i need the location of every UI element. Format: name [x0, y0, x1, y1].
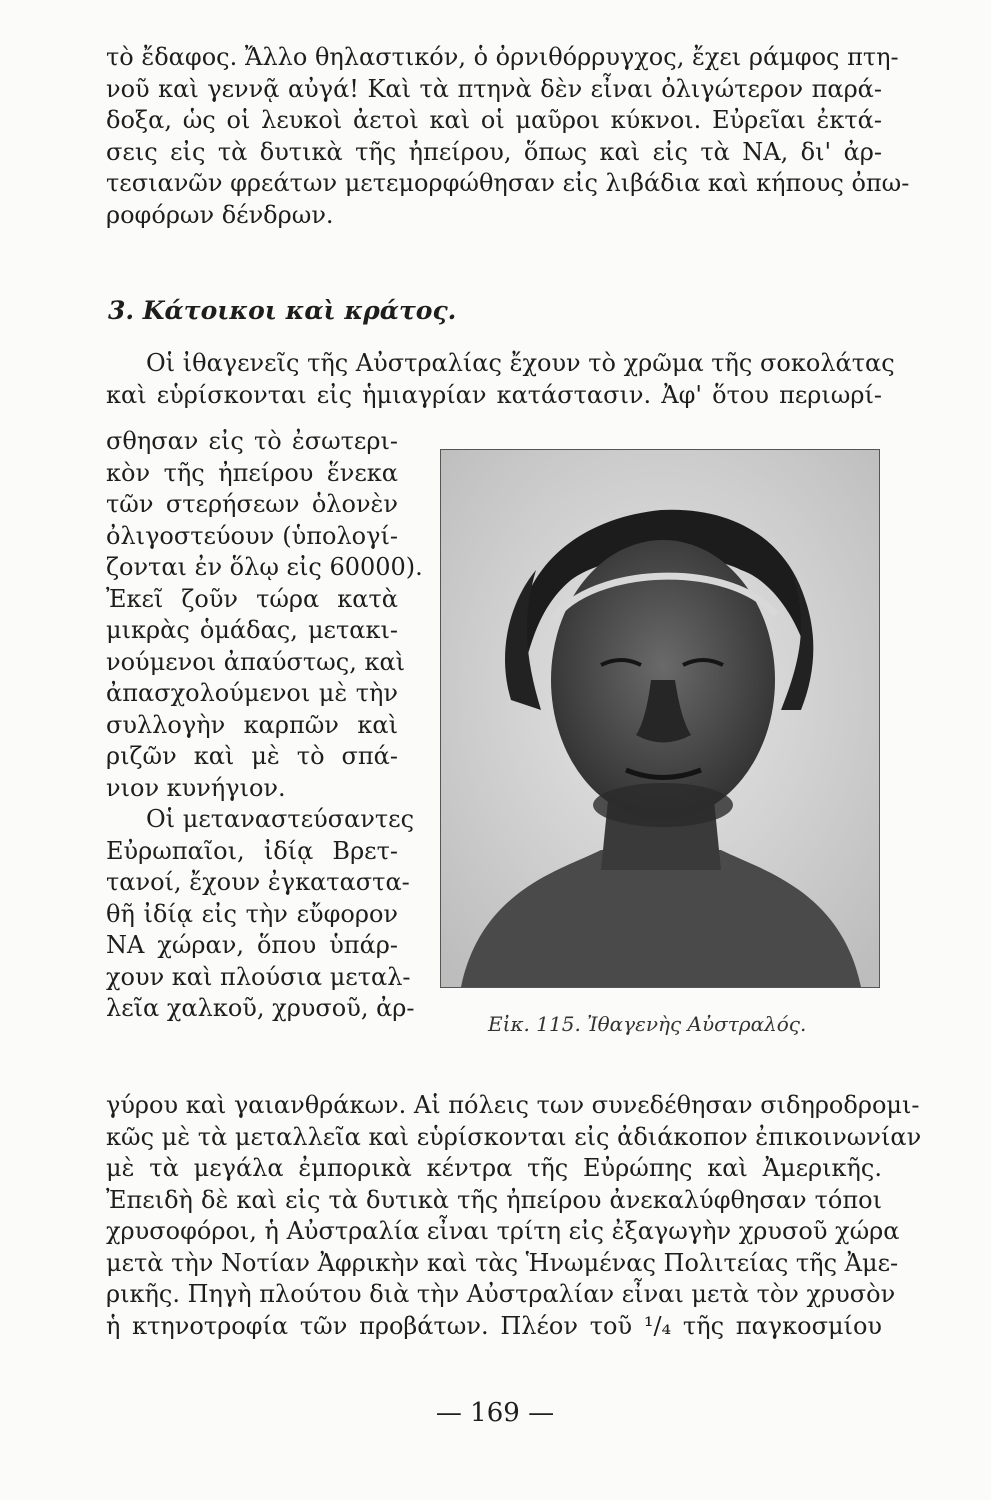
text-line: ἀπασχολούμενοι μὲ τὴν [106, 679, 398, 707]
text-line: χουν καὶ πλούσια μεταλ- [106, 962, 411, 991]
text-line: ΝΑ χώραν, ὅπου ὑπάρ- [106, 931, 398, 959]
text-line: Ἐκεῖ ζοῦν τώρα κατὰ [106, 584, 398, 613]
text-line: νούμενοι ἀπαύστως, καὶ [106, 647, 406, 676]
text-line: Εὐρωπαῖοι, ἰδίᾳ Βρετ- [106, 836, 398, 865]
text-line: κῶς μὲ τὰ μεταλλεῖα καὶ εὑρίσκονται εἰς ἀδιάκοπον ἐπικοινωνίαν [106, 1122, 922, 1151]
text-line: τεσιανῶν φρεάτων μετεμορφώθησαν εἰς λιβάδια καὶ κήπους ὀπω- [106, 169, 910, 197]
text-line: νοῦ καὶ γεννᾷ αὐγά! Καὶ τὰ πτηνὰ δὲν εἶναι ὀλιγώτερον παρά- [106, 74, 882, 103]
portrait-illustration [441, 450, 879, 987]
text-line: νιον κυνήγιον. [106, 773, 286, 802]
text-line: ρικῆς. Πηγὴ πλούτου διὰ τὴν Αὐστραλίαν εἶναι μετὰ τὸν χρυσὸν [106, 1280, 896, 1308]
text-line: μετὰ τὴν Νοτίαν Ἀφρικὴν καὶ τὰς Ἡνωμένας Πολιτείας τῆς Ἀμε- [106, 1248, 899, 1277]
text-line: γύρου καὶ γαιανθράκων. Αἱ πόλεις των συνεδέθησαν σιδηροδρομι- [106, 1091, 920, 1119]
text-line: σεις εἰς τὰ δυτικὰ τῆς ἠπείρου, ὅπως καὶ εἰς τὰ ΝΑ, δι' ἀρ- [106, 137, 882, 166]
text-line: Οἱ ἰθαγενεῖς τῆς Αὐστραλίας ἔχουν τὸ χρῶμα τῆς σοκολάτας [146, 349, 895, 377]
figure-caption: Εἰκ. 115. Ἰθαγενὴς Αὐστραλός. [488, 1012, 807, 1036]
portrait-photo [440, 449, 880, 988]
text-line: μὲ τὰ μεγάλα ἐμπορικὰ κέντρα τῆς Εὐρώπης καὶ Ἀμερικῆς. [106, 1154, 882, 1182]
text-line: δοξα, ὡς οἱ λευκοὶ ἀετοὶ καὶ οἱ μαῦροι κύκνοι. Εὐρεῖαι ἐκτά- [106, 106, 882, 134]
text-line: Ἐπειδὴ δὲ καὶ εἰς τὰ δυτικὰ τῆς ἠπείρου ἀνεκαλύφθησαν τόποι [106, 1185, 882, 1214]
paragraph-settlers [106, 1090, 922, 1342]
text-line: μικρὰς ὁμάδας, μετακι- [106, 616, 398, 644]
page-number: — 169 — [435, 1398, 555, 1428]
column-text [106, 426, 423, 1025]
section-heading: 3. Κάτοικοι καὶ κράτος. [108, 296, 457, 325]
text-line: ριζῶν καὶ μὲ τὸ σπά- [106, 742, 398, 770]
text-line: σθησαν εἰς τὸ ἐσωτερι- [106, 427, 398, 455]
text-line: κὸν τῆς ἠπείρου ἕνεκα [106, 458, 398, 487]
text-line: τὸ ἔδαφος. Ἄλλο θηλαστικόν, ὁ ὀρνιθόρρυγχος, ἔχει ράμφος πτη- [106, 43, 899, 71]
text-line: καὶ εὑρίσκονται εἰς ἡμιαγρίαν κατάστασιν. Ἀφ' ὅτου περιωρί- [106, 380, 882, 409]
text-line: λεῖα χαλκοῦ, χρυσοῦ, ἀρ- [106, 994, 415, 1022]
text-line: θῆ ἰδίᾳ εἰς τὴν εὔφορον [106, 899, 398, 928]
text-line: χρυσοφόροι, ἡ Αὐστραλία εἶναι τρίτη εἰς ἐξαγωγὴν χρυσοῦ χώρα [106, 1217, 900, 1245]
text-line: ἡ κτηνοτροφία τῶν προβάτων. Πλέον τοῦ ¹/₄ τῆς παγκοσμίου [106, 1311, 882, 1340]
text-line: τῶν στερήσεων ὁλονὲν [106, 490, 398, 518]
paragraph-natives-intro [106, 348, 895, 411]
text-line: ὀλιγοστεύουν (ὑπολογί- [106, 521, 398, 550]
paragraph-fauna [106, 42, 910, 231]
text-line: ροφόρων δένδρων. [106, 200, 334, 229]
text-line: συλλογὴν καρπῶν καὶ [106, 710, 398, 739]
text-line: Οἱ μεταναστεύσαντες [146, 805, 415, 833]
text-line: τανοί, ἔχουν ἐγκαταστα- [106, 868, 410, 896]
text-line: ζονται ἐν ὅλῳ εἰς 60000). [106, 553, 423, 581]
